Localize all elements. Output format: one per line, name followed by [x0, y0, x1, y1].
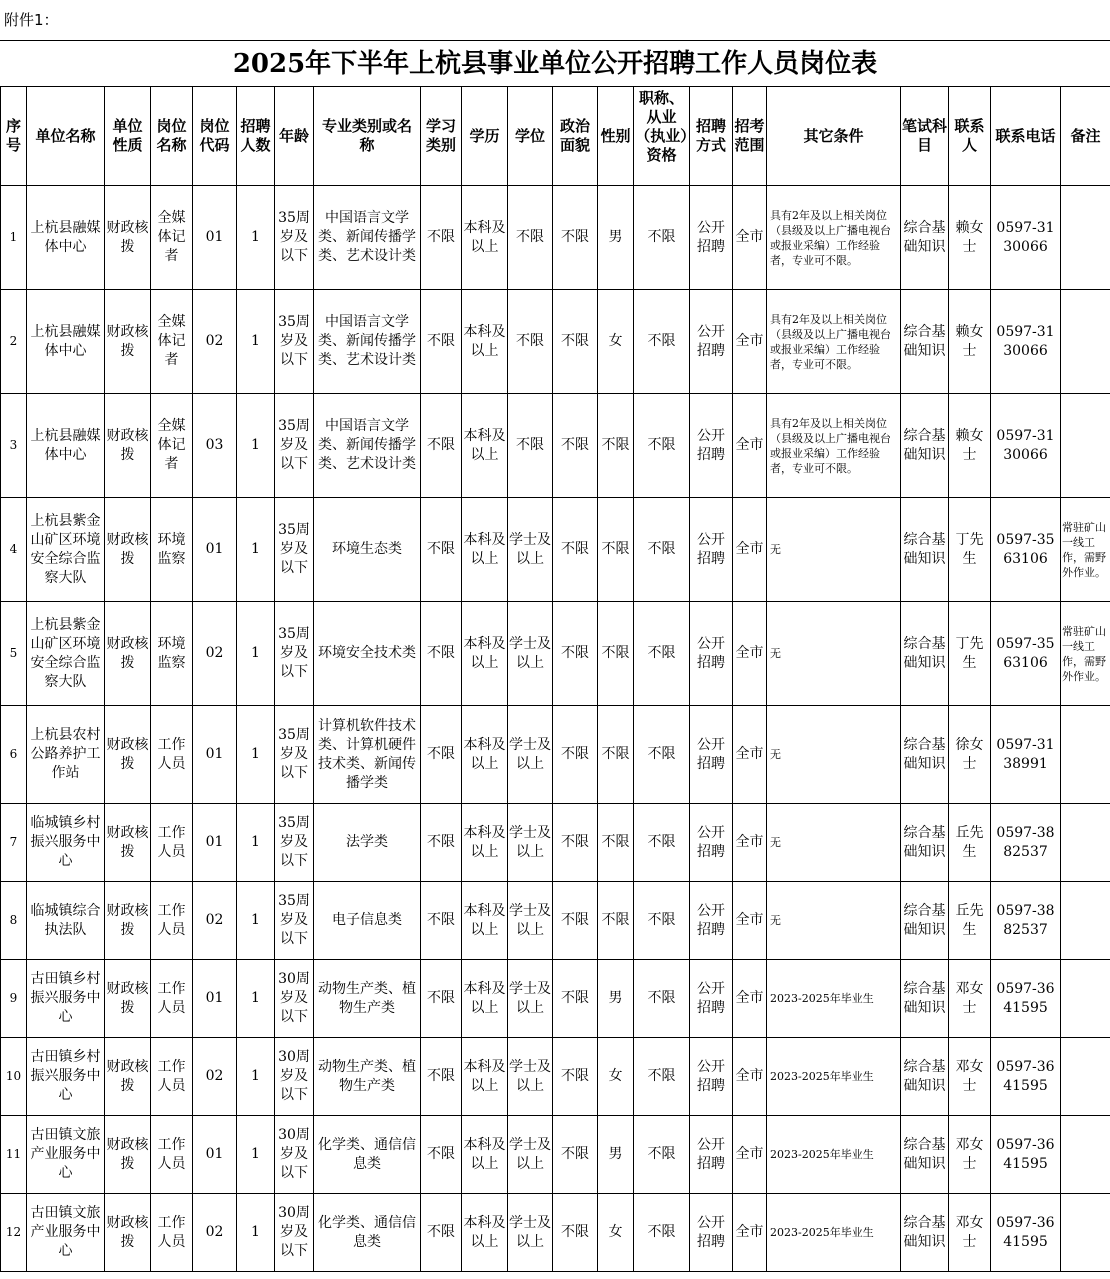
- cell-seq: 7: [1, 804, 27, 882]
- cell-nature: 财政核拨: [105, 960, 151, 1038]
- table-row: [1, 1116, 1110, 1194]
- cell-study: 不限: [421, 290, 462, 394]
- cell-study: 不限: [421, 602, 462, 706]
- cell-count: 1: [237, 186, 275, 290]
- cell-method: 公开招聘: [690, 290, 733, 394]
- cell-major: 法学类: [314, 804, 421, 882]
- col-header-edu: 学历: [462, 87, 508, 186]
- col-header-age: 年龄: [275, 87, 314, 186]
- cell-politics: 不限: [553, 290, 598, 394]
- cell-unit: 临城镇乡村振兴服务中心: [27, 804, 105, 882]
- cell-other: 无: [767, 804, 901, 882]
- cell-remark: [1061, 394, 1110, 498]
- cell-study: 不限: [421, 1116, 462, 1194]
- cell-edu: 本科及以上: [462, 1194, 508, 1272]
- cell-remark: [1061, 1194, 1110, 1272]
- page-title: 2025年下半年上杭县事业单位公开招聘工作人员岗位表: [0, 40, 1110, 87]
- cell-age: 35周岁及以下: [275, 186, 314, 290]
- cell-cert: 不限: [634, 804, 690, 882]
- cell-other: 无: [767, 498, 901, 602]
- cell-major: 化学类、通信信息类: [314, 1116, 421, 1194]
- cell-contact: 丘先生: [949, 882, 991, 960]
- cell-age: 35周岁及以下: [275, 602, 314, 706]
- cell-scope: 全市: [733, 186, 767, 290]
- cell-other: 2023-2025年毕业生: [767, 1038, 901, 1116]
- cell-unit: 古田镇文旅产业服务中心: [27, 1194, 105, 1272]
- cell-code: 01: [193, 186, 237, 290]
- cell-major: 环境生态类: [314, 498, 421, 602]
- cell-code: 01: [193, 804, 237, 882]
- cell-count: 1: [237, 602, 275, 706]
- cell-scope: 全市: [733, 1194, 767, 1272]
- cell-age: 35周岁及以下: [275, 394, 314, 498]
- cell-major: 动物生产类、植物生产类: [314, 960, 421, 1038]
- cell-contact: 丁先生: [949, 498, 991, 602]
- cell-scope: 全市: [733, 1116, 767, 1194]
- cell-seq: 5: [1, 602, 27, 706]
- cell-contact: 邓女士: [949, 1116, 991, 1194]
- attachment-label: 附件1：: [4, 11, 59, 29]
- cell-other: 2023-2025年毕业生: [767, 1194, 901, 1272]
- cell-gender: 男: [598, 1116, 634, 1194]
- col-header-exam: 笔试科目: [901, 87, 949, 186]
- table-row: [1, 882, 1110, 960]
- cell-nature: 财政核拨: [105, 1194, 151, 1272]
- cell-count: 1: [237, 290, 275, 394]
- cell-degree: 学士及以上: [508, 602, 553, 706]
- cell-exam: 综合基础知识: [901, 186, 949, 290]
- cell-post: 全媒体记者: [151, 186, 193, 290]
- cell-degree: 学士及以上: [508, 804, 553, 882]
- cell-contact: 邓女士: [949, 1194, 991, 1272]
- cell-method: 公开招聘: [690, 186, 733, 290]
- cell-unit: 上杭县融媒体中心: [27, 186, 105, 290]
- cell-count: 1: [237, 394, 275, 498]
- cell-code: 02: [193, 1038, 237, 1116]
- cell-unit: 古田镇乡村振兴服务中心: [27, 960, 105, 1038]
- cell-exam: 综合基础知识: [901, 960, 949, 1038]
- col-header-major: 专业类别或名称: [314, 87, 421, 186]
- cell-seq: 4: [1, 498, 27, 602]
- cell-cert: 不限: [634, 394, 690, 498]
- cell-nature: 财政核拨: [105, 882, 151, 960]
- cell-cert: 不限: [634, 290, 690, 394]
- cell-unit: 古田镇乡村振兴服务中心: [27, 1038, 105, 1116]
- cell-nature: 财政核拨: [105, 804, 151, 882]
- cell-other: 无: [767, 602, 901, 706]
- cell-edu: 本科及以上: [462, 882, 508, 960]
- cell-cert: 不限: [634, 1194, 690, 1272]
- cell-remark: [1061, 960, 1110, 1038]
- cell-scope: 全市: [733, 706, 767, 804]
- cell-edu: 本科及以上: [462, 602, 508, 706]
- cell-method: 公开招聘: [690, 498, 733, 602]
- cell-gender: 女: [598, 1038, 634, 1116]
- cell-seq: 2: [1, 290, 27, 394]
- cell-exam: 综合基础知识: [901, 706, 949, 804]
- cell-method: 公开招聘: [690, 1038, 733, 1116]
- cell-remark: 常驻矿山一线工作，需野外作业。: [1061, 498, 1110, 602]
- cell-contact: 丁先生: [949, 602, 991, 706]
- cell-edu: 本科及以上: [462, 960, 508, 1038]
- cell-seq: 1: [1, 186, 27, 290]
- cell-cert: 不限: [634, 498, 690, 602]
- cell-other: 具有2年及以上相关岗位（县级及以上广播电视台或报业采编）工作经验者，专业可不限。: [767, 394, 901, 498]
- cell-age: 35周岁及以下: [275, 706, 314, 804]
- cell-post: 工作人员: [151, 960, 193, 1038]
- cell-seq: 10: [1, 1038, 27, 1116]
- cell-phone: 0597-3130066: [991, 290, 1061, 394]
- cell-remark: [1061, 1038, 1110, 1116]
- cell-major: 中国语言文学类、新闻传播学类、艺术设计类: [314, 394, 421, 498]
- col-header-nature: 单位性质: [105, 87, 151, 186]
- cell-scope: 全市: [733, 602, 767, 706]
- cell-other: 具有2年及以上相关岗位（县级及以上广播电视台或报业采编）工作经验者，专业可不限。: [767, 186, 901, 290]
- cell-count: 1: [237, 960, 275, 1038]
- cell-gender: 男: [598, 186, 634, 290]
- cell-exam: 综合基础知识: [901, 1038, 949, 1116]
- cell-study: 不限: [421, 394, 462, 498]
- cell-seq: 12: [1, 1194, 27, 1272]
- cell-politics: 不限: [553, 186, 598, 290]
- cell-count: 1: [237, 498, 275, 602]
- cell-scope: 全市: [733, 804, 767, 882]
- cell-code: 01: [193, 498, 237, 602]
- cell-major: 中国语言文学类、新闻传播学类、艺术设计类: [314, 290, 421, 394]
- cell-count: 1: [237, 882, 275, 960]
- cell-remark: 常驻矿山一线工作，需野外作业。: [1061, 602, 1110, 706]
- cell-gender: 男: [598, 960, 634, 1038]
- cell-exam: 综合基础知识: [901, 394, 949, 498]
- cell-contact: 邓女士: [949, 1038, 991, 1116]
- cell-degree: 学士及以上: [508, 1116, 553, 1194]
- cell-exam: 综合基础知识: [901, 290, 949, 394]
- cell-study: 不限: [421, 882, 462, 960]
- col-header-contact: 联系人: [949, 87, 991, 186]
- cell-gender: 不限: [598, 498, 634, 602]
- cell-gender: 女: [598, 1194, 634, 1272]
- col-header-remark: 备注: [1061, 87, 1110, 186]
- cell-phone: 0597-3641595: [991, 960, 1061, 1038]
- cell-edu: 本科及以上: [462, 394, 508, 498]
- cell-unit: 上杭县农村公路养护工作站: [27, 706, 105, 804]
- cell-age: 35周岁及以下: [275, 498, 314, 602]
- cell-post: 全媒体记者: [151, 290, 193, 394]
- cell-phone: 0597-3641595: [991, 1038, 1061, 1116]
- cell-politics: 不限: [553, 804, 598, 882]
- cell-code: 02: [193, 290, 237, 394]
- cell-scope: 全市: [733, 960, 767, 1038]
- cell-gender: 女: [598, 290, 634, 394]
- cell-post: 环境监察: [151, 498, 193, 602]
- cell-politics: 不限: [553, 1116, 598, 1194]
- cell-post: 环境监察: [151, 602, 193, 706]
- cell-cert: 不限: [634, 1038, 690, 1116]
- cell-study: 不限: [421, 1038, 462, 1116]
- cell-gender: 不限: [598, 882, 634, 960]
- cell-nature: 财政核拨: [105, 394, 151, 498]
- cell-politics: 不限: [553, 394, 598, 498]
- cell-major: 电子信息类: [314, 882, 421, 960]
- cell-scope: 全市: [733, 1038, 767, 1116]
- cell-method: 公开招聘: [690, 1194, 733, 1272]
- cell-nature: 财政核拨: [105, 602, 151, 706]
- col-header-cert: 职称、从业（执业）资格: [634, 87, 690, 186]
- cell-nature: 财政核拨: [105, 706, 151, 804]
- cell-seq: 3: [1, 394, 27, 498]
- col-header-other: 其它条件: [767, 87, 901, 186]
- cell-politics: 不限: [553, 706, 598, 804]
- cell-edu: 本科及以上: [462, 290, 508, 394]
- cell-exam: 综合基础知识: [901, 1194, 949, 1272]
- cell-unit: 上杭县紫金山矿区环境安全综合监察大队: [27, 602, 105, 706]
- cell-post: 工作人员: [151, 1194, 193, 1272]
- table-row: [1, 1194, 1110, 1272]
- cell-age: 35周岁及以下: [275, 882, 314, 960]
- cell-seq: 6: [1, 706, 27, 804]
- col-header-unit: 单位名称: [27, 87, 105, 186]
- cell-cert: 不限: [634, 1116, 690, 1194]
- header-row: [1, 87, 1110, 186]
- cell-age: 35周岁及以下: [275, 290, 314, 394]
- cell-other: 2023-2025年毕业生: [767, 960, 901, 1038]
- col-header-study: 学习类别: [421, 87, 462, 186]
- cell-cert: 不限: [634, 960, 690, 1038]
- cell-count: 1: [237, 1116, 275, 1194]
- cell-politics: 不限: [553, 882, 598, 960]
- cell-exam: 综合基础知识: [901, 602, 949, 706]
- cell-remark: [1061, 186, 1110, 290]
- cell-post: 工作人员: [151, 706, 193, 804]
- col-header-phone: 联系电话: [991, 87, 1061, 186]
- cell-phone: 0597-3563106: [991, 602, 1061, 706]
- cell-unit: 古田镇文旅产业服务中心: [27, 1116, 105, 1194]
- cell-code: 01: [193, 1116, 237, 1194]
- cell-politics: 不限: [553, 960, 598, 1038]
- cell-method: 公开招聘: [690, 394, 733, 498]
- cell-scope: 全市: [733, 290, 767, 394]
- cell-study: 不限: [421, 186, 462, 290]
- col-header-post: 岗位名称: [151, 87, 193, 186]
- table-row: [1, 290, 1110, 394]
- cell-nature: 财政核拨: [105, 1116, 151, 1194]
- cell-degree: 学士及以上: [508, 882, 553, 960]
- cell-gender: 不限: [598, 804, 634, 882]
- col-header-gender: 性别: [598, 87, 634, 186]
- cell-major: 中国语言文学类、新闻传播学类、艺术设计类: [314, 186, 421, 290]
- cell-nature: 财政核拨: [105, 290, 151, 394]
- table-row: [1, 602, 1110, 706]
- cell-method: 公开招聘: [690, 804, 733, 882]
- cell-count: 1: [237, 706, 275, 804]
- cell-age: 30周岁及以下: [275, 960, 314, 1038]
- cell-major: 计算机软件技术类、计算机硬件技术类、新闻传播学类: [314, 706, 421, 804]
- cell-major: 化学类、通信信息类: [314, 1194, 421, 1272]
- cell-count: 1: [237, 804, 275, 882]
- cell-phone: 0597-3130066: [991, 186, 1061, 290]
- cell-post: 工作人员: [151, 804, 193, 882]
- cell-edu: 本科及以上: [462, 1038, 508, 1116]
- cell-cert: 不限: [634, 186, 690, 290]
- cell-age: 30周岁及以下: [275, 1194, 314, 1272]
- cell-scope: 全市: [733, 394, 767, 498]
- cell-gender: 不限: [598, 602, 634, 706]
- cell-phone: 0597-3882537: [991, 882, 1061, 960]
- cell-study: 不限: [421, 498, 462, 602]
- cell-phone: 0597-3138991: [991, 706, 1061, 804]
- cell-remark: [1061, 1116, 1110, 1194]
- cell-code: 01: [193, 960, 237, 1038]
- cell-degree: 学士及以上: [508, 498, 553, 602]
- cell-remark: [1061, 804, 1110, 882]
- cell-method: 公开招聘: [690, 602, 733, 706]
- cell-politics: 不限: [553, 1194, 598, 1272]
- cell-contact: 丘先生: [949, 804, 991, 882]
- table-row: [1, 186, 1110, 290]
- cell-nature: 财政核拨: [105, 186, 151, 290]
- cell-method: 公开招聘: [690, 960, 733, 1038]
- cell-gender: 不限: [598, 394, 634, 498]
- cell-cert: 不限: [634, 882, 690, 960]
- cell-degree: 不限: [508, 186, 553, 290]
- cell-method: 公开招聘: [690, 882, 733, 960]
- recruitment-table: [0, 86, 1110, 1272]
- cell-remark: [1061, 882, 1110, 960]
- table-row: [1, 394, 1110, 498]
- cell-cert: 不限: [634, 602, 690, 706]
- cell-post: 工作人员: [151, 1116, 193, 1194]
- cell-politics: 不限: [553, 1038, 598, 1116]
- cell-count: 1: [237, 1194, 275, 1272]
- col-header-seq: 序号: [1, 87, 27, 186]
- col-header-scope: 招考范围: [733, 87, 767, 186]
- cell-phone: 0597-3641595: [991, 1116, 1061, 1194]
- cell-edu: 本科及以上: [462, 186, 508, 290]
- col-header-degree: 学位: [508, 87, 553, 186]
- cell-unit: 上杭县紫金山矿区环境安全综合监察大队: [27, 498, 105, 602]
- cell-seq: 9: [1, 960, 27, 1038]
- cell-phone: 0597-3130066: [991, 394, 1061, 498]
- cell-degree: 学士及以上: [508, 960, 553, 1038]
- col-header-politics: 政治面貌: [553, 87, 598, 186]
- cell-degree: 学士及以上: [508, 1194, 553, 1272]
- cell-politics: 不限: [553, 498, 598, 602]
- cell-contact: 徐女士: [949, 706, 991, 804]
- cell-contact: 赖女士: [949, 290, 991, 394]
- cell-exam: 综合基础知识: [901, 804, 949, 882]
- cell-other: 无: [767, 706, 901, 804]
- cell-remark: [1061, 706, 1110, 804]
- cell-edu: 本科及以上: [462, 498, 508, 602]
- cell-other: 无: [767, 882, 901, 960]
- cell-phone: 0597-3882537: [991, 804, 1061, 882]
- cell-phone: 0597-3641595: [991, 1194, 1061, 1272]
- cell-edu: 本科及以上: [462, 706, 508, 804]
- cell-age: 30周岁及以下: [275, 1038, 314, 1116]
- cell-post: 工作人员: [151, 882, 193, 960]
- cell-degree: 学士及以上: [508, 706, 553, 804]
- cell-exam: 综合基础知识: [901, 1116, 949, 1194]
- cell-other: 2023-2025年毕业生: [767, 1116, 901, 1194]
- cell-seq: 11: [1, 1116, 27, 1194]
- cell-degree: 不限: [508, 394, 553, 498]
- cell-code: 02: [193, 1194, 237, 1272]
- cell-exam: 综合基础知识: [901, 882, 949, 960]
- cell-degree: 学士及以上: [508, 1038, 553, 1116]
- cell-major: 环境安全技术类: [314, 602, 421, 706]
- cell-remark: [1061, 290, 1110, 394]
- cell-code: 03: [193, 394, 237, 498]
- cell-unit: 临城镇综合执法队: [27, 882, 105, 960]
- cell-post: 工作人员: [151, 1038, 193, 1116]
- cell-method: 公开招聘: [690, 1116, 733, 1194]
- cell-politics: 不限: [553, 602, 598, 706]
- cell-count: 1: [237, 1038, 275, 1116]
- cell-major: 动物生产类、植物生产类: [314, 1038, 421, 1116]
- cell-study: 不限: [421, 706, 462, 804]
- cell-contact: 赖女士: [949, 186, 991, 290]
- cell-age: 35周岁及以下: [275, 804, 314, 882]
- table-row: [1, 498, 1110, 602]
- cell-contact: 邓女士: [949, 960, 991, 1038]
- cell-nature: 财政核拨: [105, 498, 151, 602]
- cell-scope: 全市: [733, 882, 767, 960]
- cell-contact: 赖女士: [949, 394, 991, 498]
- cell-method: 公开招聘: [690, 706, 733, 804]
- cell-edu: 本科及以上: [462, 804, 508, 882]
- table-row: [1, 706, 1110, 804]
- col-header-code: 岗位代码: [193, 87, 237, 186]
- table-row: [1, 804, 1110, 882]
- col-header-count: 招聘人数: [237, 87, 275, 186]
- cell-post: 全媒体记者: [151, 394, 193, 498]
- cell-study: 不限: [421, 1194, 462, 1272]
- cell-code: 02: [193, 882, 237, 960]
- cell-seq: 8: [1, 882, 27, 960]
- cell-unit: 上杭县融媒体中心: [27, 394, 105, 498]
- col-header-method: 招聘方式: [690, 87, 733, 186]
- cell-exam: 综合基础知识: [901, 498, 949, 602]
- table-row: [1, 960, 1110, 1038]
- cell-nature: 财政核拨: [105, 1038, 151, 1116]
- cell-code: 01: [193, 706, 237, 804]
- cell-age: 30周岁及以下: [275, 1116, 314, 1194]
- cell-study: 不限: [421, 960, 462, 1038]
- cell-study: 不限: [421, 804, 462, 882]
- cell-edu: 本科及以上: [462, 1116, 508, 1194]
- cell-gender: 不限: [598, 706, 634, 804]
- cell-code: 02: [193, 602, 237, 706]
- cell-degree: 不限: [508, 290, 553, 394]
- cell-phone: 0597-3563106: [991, 498, 1061, 602]
- cell-unit: 上杭县融媒体中心: [27, 290, 105, 394]
- table-row: [1, 1038, 1110, 1116]
- cell-scope: 全市: [733, 498, 767, 602]
- cell-other: 具有2年及以上相关岗位（县级及以上广播电视台或报业采编）工作经验者，专业可不限。: [767, 290, 901, 394]
- cell-cert: 不限: [634, 706, 690, 804]
